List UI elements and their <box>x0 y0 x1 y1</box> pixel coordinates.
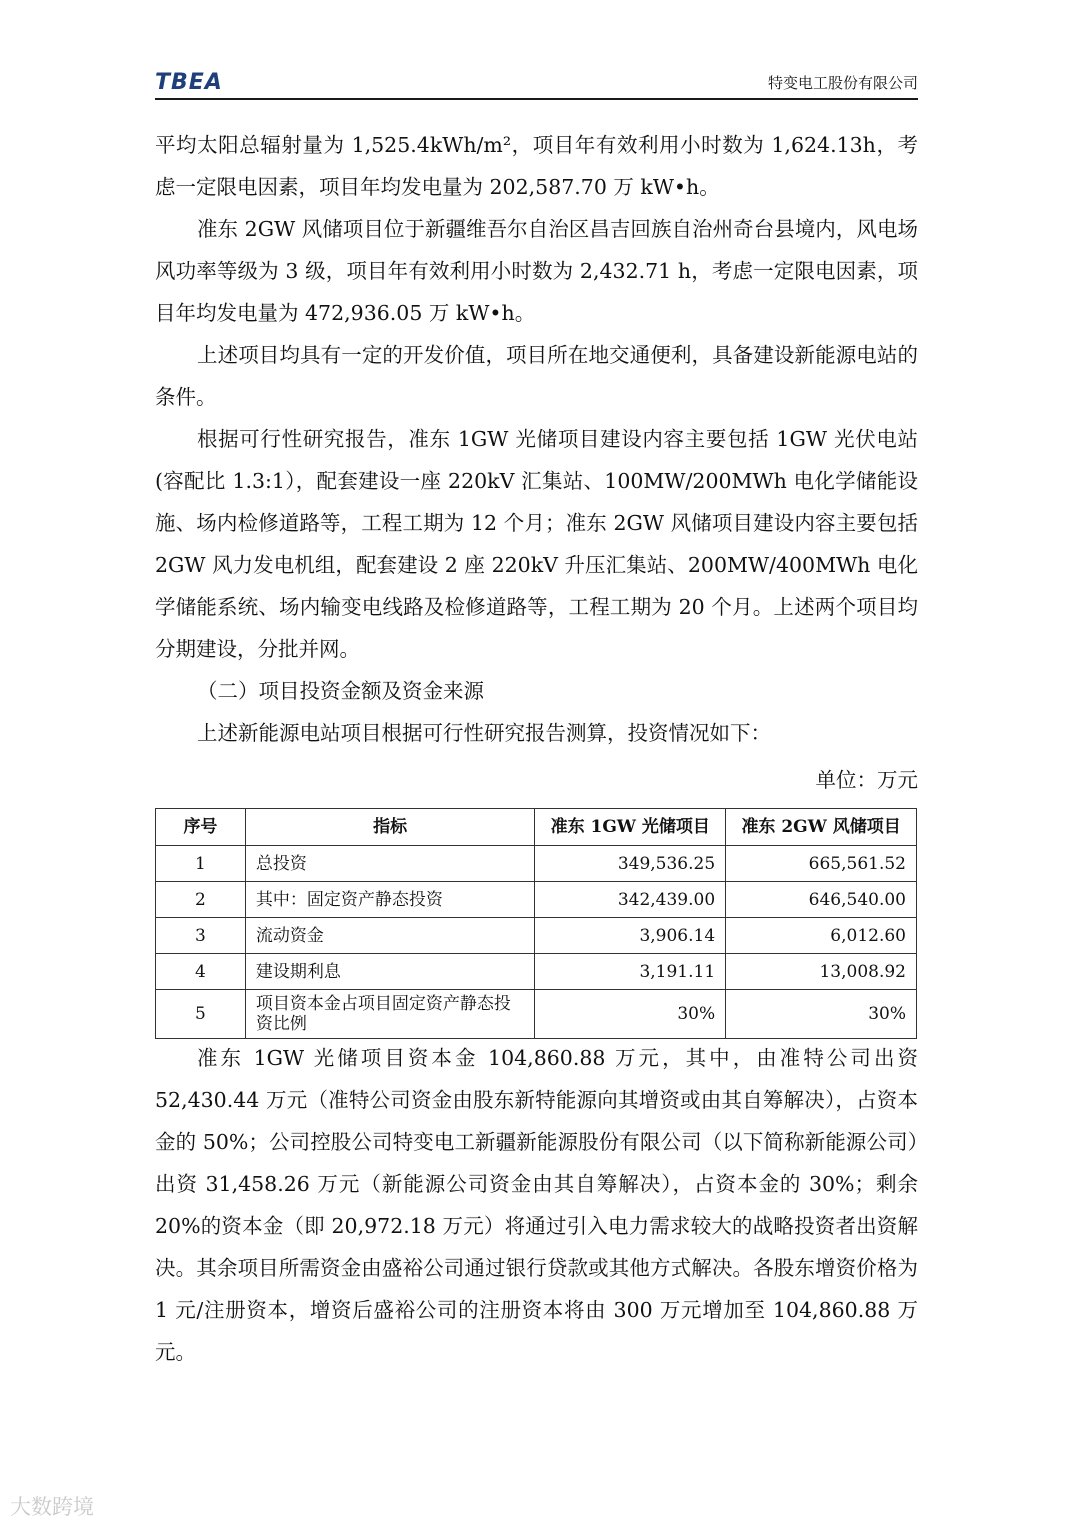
table-row <box>156 954 917 990</box>
table-row <box>156 882 917 918</box>
section-heading-investment: （二）项目投资金额及资金来源 <box>197 679 484 703</box>
cell-solar-value: 349,536.25 <box>535 846 726 882</box>
cell-index: 2 <box>156 882 246 918</box>
paragraph-wind-project: 准东 2GW 风储项目位于新疆维吾尔自治区昌吉回族自治州奇台县境内，风电场风功率等级为 3 级，项目年有效利用小时数为 2,432.71 h，考虑一定限电因素，项目年均发电量为 472,936.05 万 kW•h。 <box>155 217 918 325</box>
cell-index: 1 <box>156 846 246 882</box>
header-wind-project: 准东 2GW 风储项目 <box>726 809 917 846</box>
paragraph-development-value: 上述项目均具有一定的开发价值，项目所在地交通便利，具备建设新能源电站的条件。 <box>155 343 918 409</box>
cell-solar-value: 3,906.14 <box>535 918 726 954</box>
cell-index: 3 <box>156 918 246 954</box>
cell-indicator: 总投资 <box>245 846 534 882</box>
cell-wind-value: 6,012.60 <box>726 918 917 954</box>
cell-solar-value: 3,191.11 <box>535 954 726 990</box>
paragraph-capital-funding: 准东 1GW 光储项目资本金 104,860.88 万元，其中，由准特公司出资 52,430.44 万元（准特公司资金由股东新特能源向其增资或由其自筹解决），占资本金的 50%；公司控股公司特变电工新疆新能源股份有限公司（以下简称新能源公司）出资 31,458.26 万元（新能源公司资金由其自筹解决），占资本金的 30%；剩余 20%的资本金（即 20,972.18 万元）将通过引入电力需求较大的战略投资者出资解决。其余项目所需资金由盛裕公司通过银行贷款或其他方式解决。各股东增资价格为 1 元/注册资本，增资后盛裕公司的注册资本将由 300 万元增加至 104,860.88 万元。 <box>155 1046 918 1364</box>
tbea-logo: TBEA <box>155 70 223 95</box>
cell-solar-value: 342,439.00 <box>535 882 726 918</box>
header-solar-project: 准东 1GW 光储项目 <box>535 809 726 846</box>
cell-wind-value: 665,561.52 <box>726 846 917 882</box>
table-row <box>156 990 917 1039</box>
table-row <box>156 846 917 882</box>
cell-wind-value: 30% <box>726 990 917 1039</box>
cell-solar-value: 30% <box>535 990 726 1039</box>
header-indicator: 指标 <box>245 809 534 846</box>
paragraph-construction-content: 根据可行性研究报告，准东 1GW 光储项目建设内容主要包括 1GW 光伏电站(容配比 1.3:1），配套建设一座 220kV 汇集站、100MW/200MWh 电化学储能设施、场内检修道路等，工程工期为 12 个月；准东 2GW 风储项目建设内容主要包括 2GW 风力发电机组，配套建设 2 座 220kV 升压汇集站、200MW/400MWh 电化学储能系统、场内输变电线路及检修道路等，工程工期为 20 个月。上述两个项目均分期建设，分批并网。 <box>155 427 918 661</box>
paragraph-investment-intro: 上述新能源电站项目根据可行性研究报告测算，投资情况如下： <box>197 721 771 745</box>
cell-indicator: 其中：固定资产静态投资 <box>245 882 534 918</box>
cell-index: 5 <box>156 990 246 1039</box>
cell-index: 4 <box>156 954 246 990</box>
header-index: 序号 <box>156 809 246 846</box>
cell-indicator: 建设期利息 <box>245 954 534 990</box>
watermark: 大数跨境 <box>10 1495 94 1519</box>
table-row <box>156 918 917 954</box>
cell-wind-value: 13,008.92 <box>726 954 917 990</box>
cell-wind-value: 646,540.00 <box>726 882 917 918</box>
paragraph-solar-output: 平均太阳总辐射量为 1,525.4kWh/m²，项目年有效利用小时数为 1,624.13h，考虑一定限电因素，项目年均发电量为 202,587.70 万 kW•h。 <box>155 133 918 199</box>
page-header <box>155 72 918 100</box>
cell-indicator: 项目资本金占项目固定资产静态投资比例 <box>245 990 534 1039</box>
unit-label: 单位：万元 <box>815 768 918 792</box>
cell-indicator: 流动资金 <box>245 918 534 954</box>
investment-table <box>155 808 917 1039</box>
table-header-row <box>156 809 917 846</box>
company-name: 特变电工股份有限公司 <box>767 74 918 92</box>
